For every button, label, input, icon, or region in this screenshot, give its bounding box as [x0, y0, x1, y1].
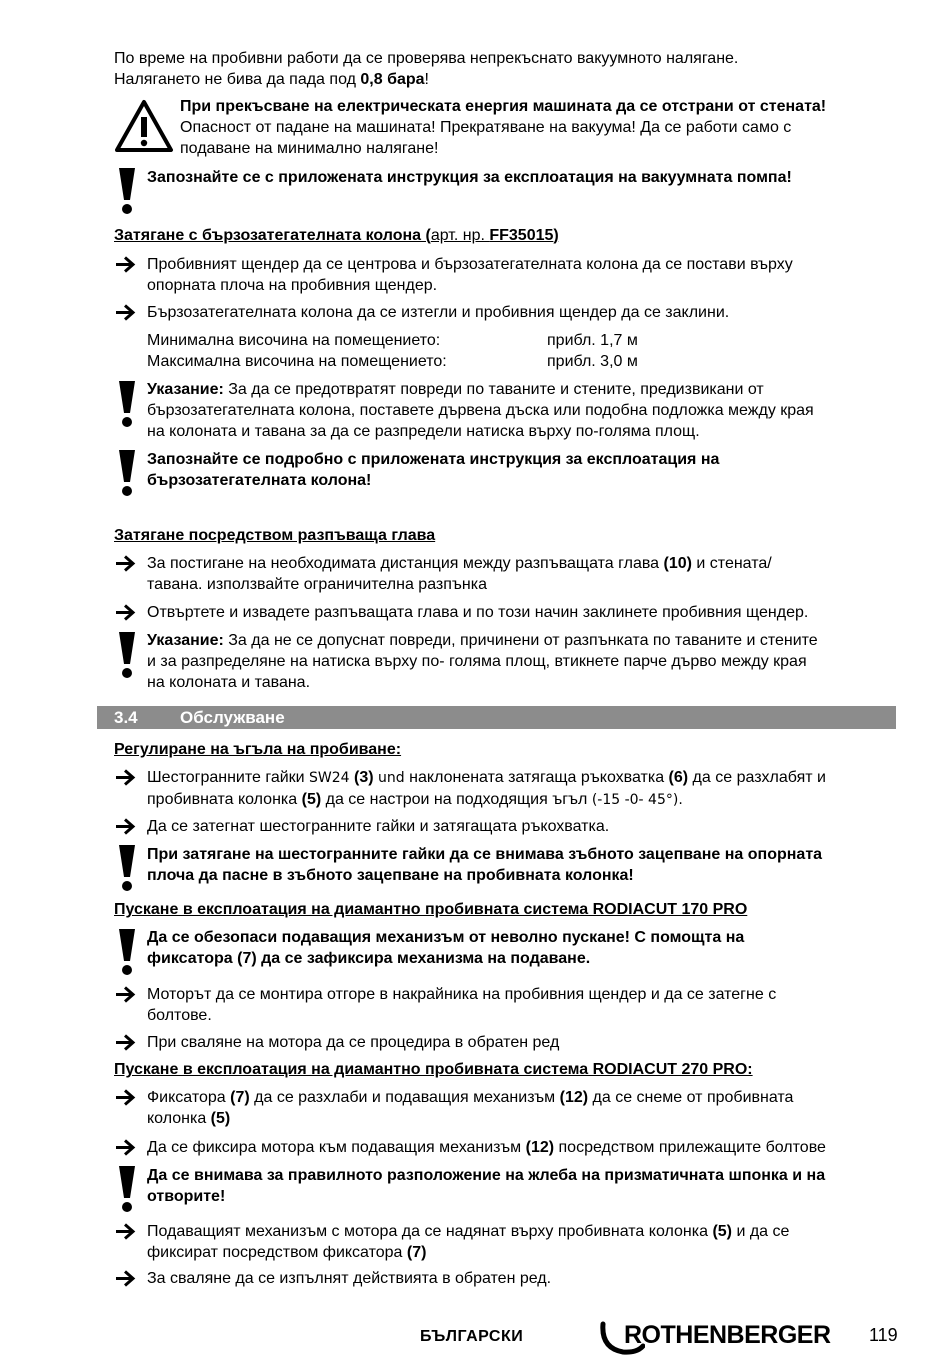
arrow-bullet-icon: [114, 1221, 138, 1242]
exclamation-icon: [114, 450, 140, 498]
intro-line-1: По време на пробивни работи да се проверява непрекъснато вакуумното налягане.: [114, 50, 739, 67]
list-item: Да се фиксира мотора към подаващия механизъм (12) посредством прилежащите болтове: [147, 1139, 826, 1156]
heading-rodiacut-270: Пускане в експлоатация на диамантно пробивната система RODIACUT 270 PRO:: [114, 1061, 753, 1078]
list-item: Подаващият механизъм с мотора да се надянат върху пробивната колонка (5) и да се фиксират посредством фиксатора (7): [147, 1223, 790, 1261]
heading-spreader-head: Затягане посредством разпъваща глава: [114, 527, 436, 544]
note-vacuum-pump: Запознайте се с приложената инструкция за експлоатация на вакуумната помпа!: [147, 169, 792, 186]
arrow-bullet-icon: [114, 1032, 138, 1053]
warning-block: При прекъсване на електрическата енергия машината да се отстрани от стената! Опасност от падане на машината! Прекратяване на вакуума! Да се работи само с подаване на минимално налягане!: [180, 98, 827, 157]
footer-language: БЪЛГАРСКИ: [420, 1328, 524, 1345]
note-spreader-damage: Указание: За да не се допуснат повреди, причинени от разпънката по таваните и стените и за разпределяне на натиска върху по- голяма площ, втикнете парче дърво между края на колоната и тавана.: [147, 632, 818, 691]
exclamation-icon: [114, 1166, 140, 1214]
list-item: Отвъртете и извадете разпъващата глава и по този начин заклинете пробивния щендер.: [147, 604, 809, 621]
note-column-manual: Запознайте се подробно с приложената инструкция за експлоатация на бързозатегателната колона!: [147, 451, 720, 489]
arrow-bullet-icon: [114, 816, 138, 837]
exclamation-icon: [114, 929, 140, 977]
arrow-bullet-icon: [114, 302, 138, 323]
exclamation-icon: [114, 845, 140, 893]
heading-rodiacut-170: Пускане в експлоатация на диамантно пробивната система RODIACUT 170 PRO: [114, 901, 748, 918]
exclamation-icon: [114, 381, 140, 429]
arrow-bullet-icon: [114, 254, 138, 275]
section-header-operation: 3.4 Обслужване: [97, 706, 896, 729]
exclamation-icon: [114, 168, 140, 216]
note-ceiling-protection: Указание: За да се предотвратят повреди по таваните и стените, предизвикани от бързозатегателната колона, поставете дървена дъска или подобна подложка между края на колоната и тавана за да се разпредели натиска върху по-голяма площ.: [147, 381, 814, 440]
min-height-row: Минимална височина на помещението: прибл. 1,7 м: [147, 332, 638, 349]
list-item: При сваляне на мотора да се процедира в обратен ред: [147, 1034, 560, 1051]
heading-drill-angle: Регулиране на ъгъла на пробиване:: [114, 741, 402, 758]
page-number: 119: [869, 1325, 898, 1345]
arrow-bullet-icon: [114, 553, 138, 574]
warning-triangle-icon: [114, 99, 174, 153]
list-item: Моторът да се монтира отгоре в накрайника на пробивния щендер и да се затегне с болтове.: [147, 986, 777, 1024]
arrow-bullet-icon: [114, 1268, 138, 1289]
arrow-bullet-icon: [114, 984, 138, 1005]
list-item: Пробивният щендер да се центрова и бързозатегателната колона да се постави върху опорната плоча на пробивния щендер.: [147, 256, 793, 294]
arrow-bullet-icon: [114, 602, 138, 623]
list-item: За сваляне да се изпълнят действията в обратен ред.: [147, 1270, 552, 1287]
note-key-groove: Да се внимава за правилното разположение на жлеба на призматичната шпонка и на отворите!: [147, 1167, 826, 1205]
exclamation-icon: [114, 632, 140, 680]
max-height-row: Максимална височина на помещението: прибл. 3,0 м: [147, 353, 638, 370]
list-item: Фиксатора (7) да се разхлаби и подаващия механизъм (12) да се снеме от пробивната колонка (5): [147, 1089, 794, 1127]
note-feed-lock: Да се обезопаси подаващия механизъм от неволно пускане! С помощта на фиксатора (7) да се зафиксира механизма на подаване.: [147, 929, 745, 967]
note-gear-mesh: При затягане на шестогранните гайки да се внимава зъбното зацепване на опорната плоча да пасне в зъбното зацепване на пробивната колонка!: [147, 846, 823, 884]
list-item: Да се затегнат шестогранните гайки и затягащата ръкохватка.: [147, 818, 610, 835]
arrow-bullet-icon: [114, 1137, 138, 1158]
brand-logo: ROTHENBERGER: [624, 1321, 831, 1349]
intro-line-2: Налягането не бива да пада под 0,8 бара!: [114, 71, 429, 88]
arrow-bullet-icon: [114, 767, 138, 788]
arrow-bullet-icon: [114, 1087, 138, 1108]
list-item: Бързозатегателната колона да се изтегли и пробивния щендер да се заклини.: [147, 304, 730, 321]
heading-quick-clamp-column: Затягане с бързозатегателната колона (арт. нр. FF35015): [114, 227, 559, 244]
list-item: Шестогранните гайки SW24 (3) und наклонената затягаща ръкохватка (6) да се разхлабят и пробивната колонка (5) да се настрои на подходящия ъгъл (-15 -0- 45°).: [147, 769, 826, 808]
list-item: За постигане на необходимата дистанция между разпъващата глава (10) и стената/ тавана. използвайте ограничителна разпънка: [147, 555, 772, 593]
